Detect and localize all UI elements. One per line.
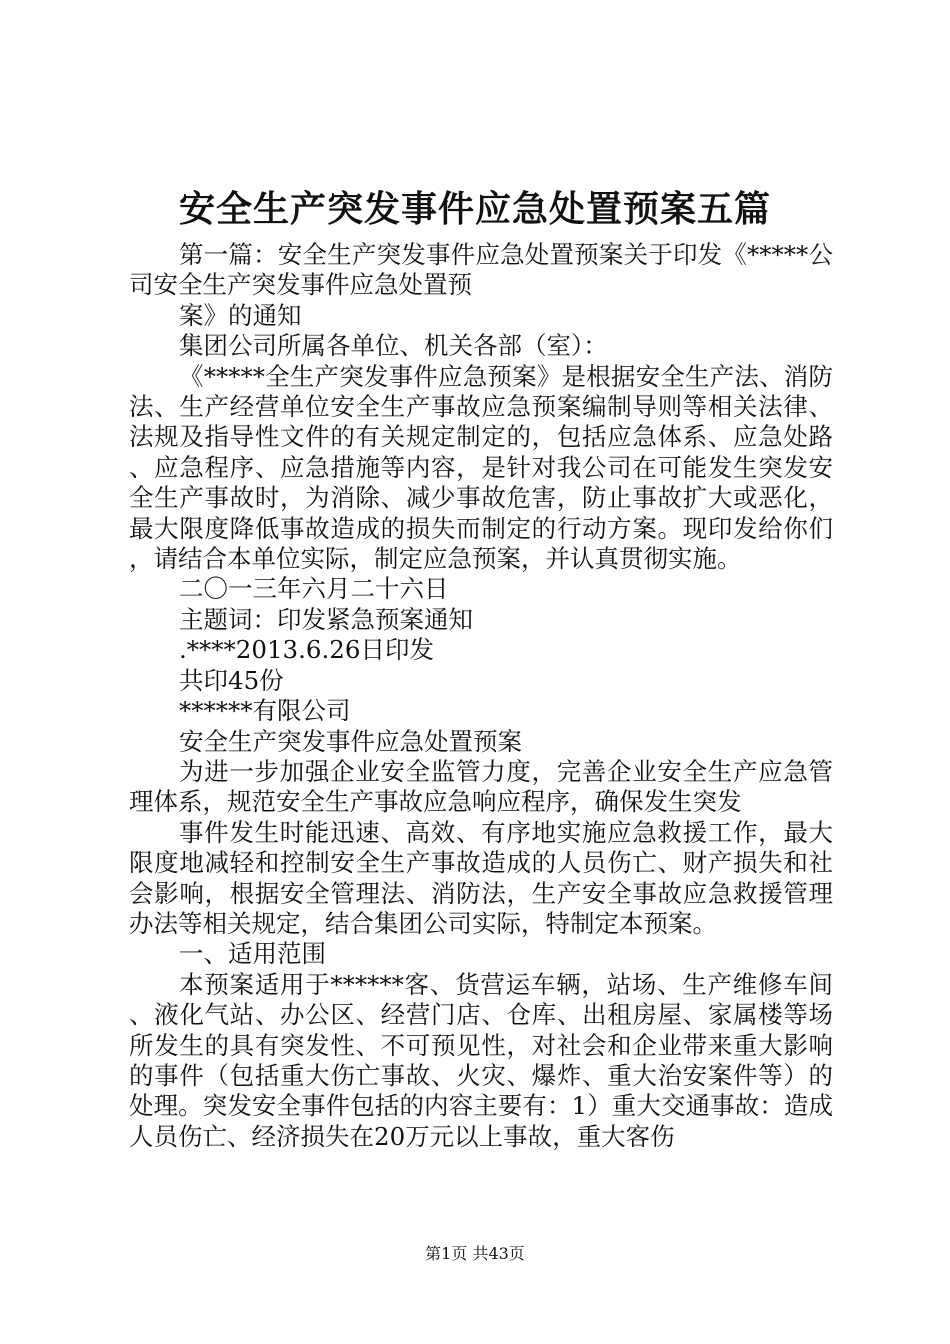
section-heading: 安全生产突发事件应急处置预案 — [179, 726, 522, 756]
paragraph: 案》的通知 — [179, 300, 302, 330]
paragraph: 第一篇：安全生产突发事件应急处置预案关于印发《*****公司安全生产突发事件应急处置预 — [129, 240, 833, 300]
paragraph: 集团公司所属各单位、机关各部（室）： — [179, 331, 608, 361]
print-count: 共印45份 — [179, 665, 284, 695]
page-footer: 第1页 共43页 — [425, 1244, 525, 1263]
paragraph: 为进一步加强企业安全监管力度，完善企业安全生产应急管理体系，规范安全生产事故应急响应程序，确保发生突发 — [129, 756, 833, 817]
section-heading: 一、适用范围 — [179, 939, 326, 969]
date-line: 二〇一三年六月二十六日 — [179, 574, 449, 604]
paragraph: 《*****全生产突发事件应急预案》是根据安全生产法、消防法、生产经营单位安全生产事故应急预案编制导则等相关法律、法规及指导性文件的有关规定制定的，包括应急体系、应急处路、应急程序、应急措施等内容，是针对我公司在可能发生突发安全生产事故时，为消除、减少事故危害，防止事故扩大或恶化，最大限度降低事故造成的损失而制定的行动方案。现印发给你们，请结合本单位实际，制定应急预案，并认真贯彻实施。 — [129, 361, 833, 574]
document-title: 安全生产突发事件应急处置预案五篇 — [178, 188, 771, 230]
subject-keywords: 主题词：印发紧急预案通知 — [179, 604, 473, 634]
document-body — [129, 240, 833, 1152]
paragraph: 本预案适用于******客、货营运车辆，站场、生产维修车间、液化气站、办公区、经营门店、仓库、出租房屋、家属楼等场所发生的具有突发性、不可预见性，对社会和企业带来重大影响的事件（包括重大伤亡事故、火灾、爆炸、重大治安案件等）的处理。突发安全事件包括的内容主要有：1）重大交通事故：造成人员伤亡、经济损失在20万元以上事故，重大客伤 — [129, 969, 833, 1151]
print-date: .****2013.6.26日印发 — [179, 635, 434, 665]
paragraph: 事件发生时能迅速、高效、有序地实施应急救援工作，最大限度地减轻和控制安全生产事故造成的人员伤亡、财产损失和社会影响，根据安全管理法、消防法，生产安全事故应急救援管理办法等相关规定，结合集团公司实际，特制定本预案。 — [129, 817, 833, 938]
company-name: ******有限公司 — [179, 696, 351, 726]
